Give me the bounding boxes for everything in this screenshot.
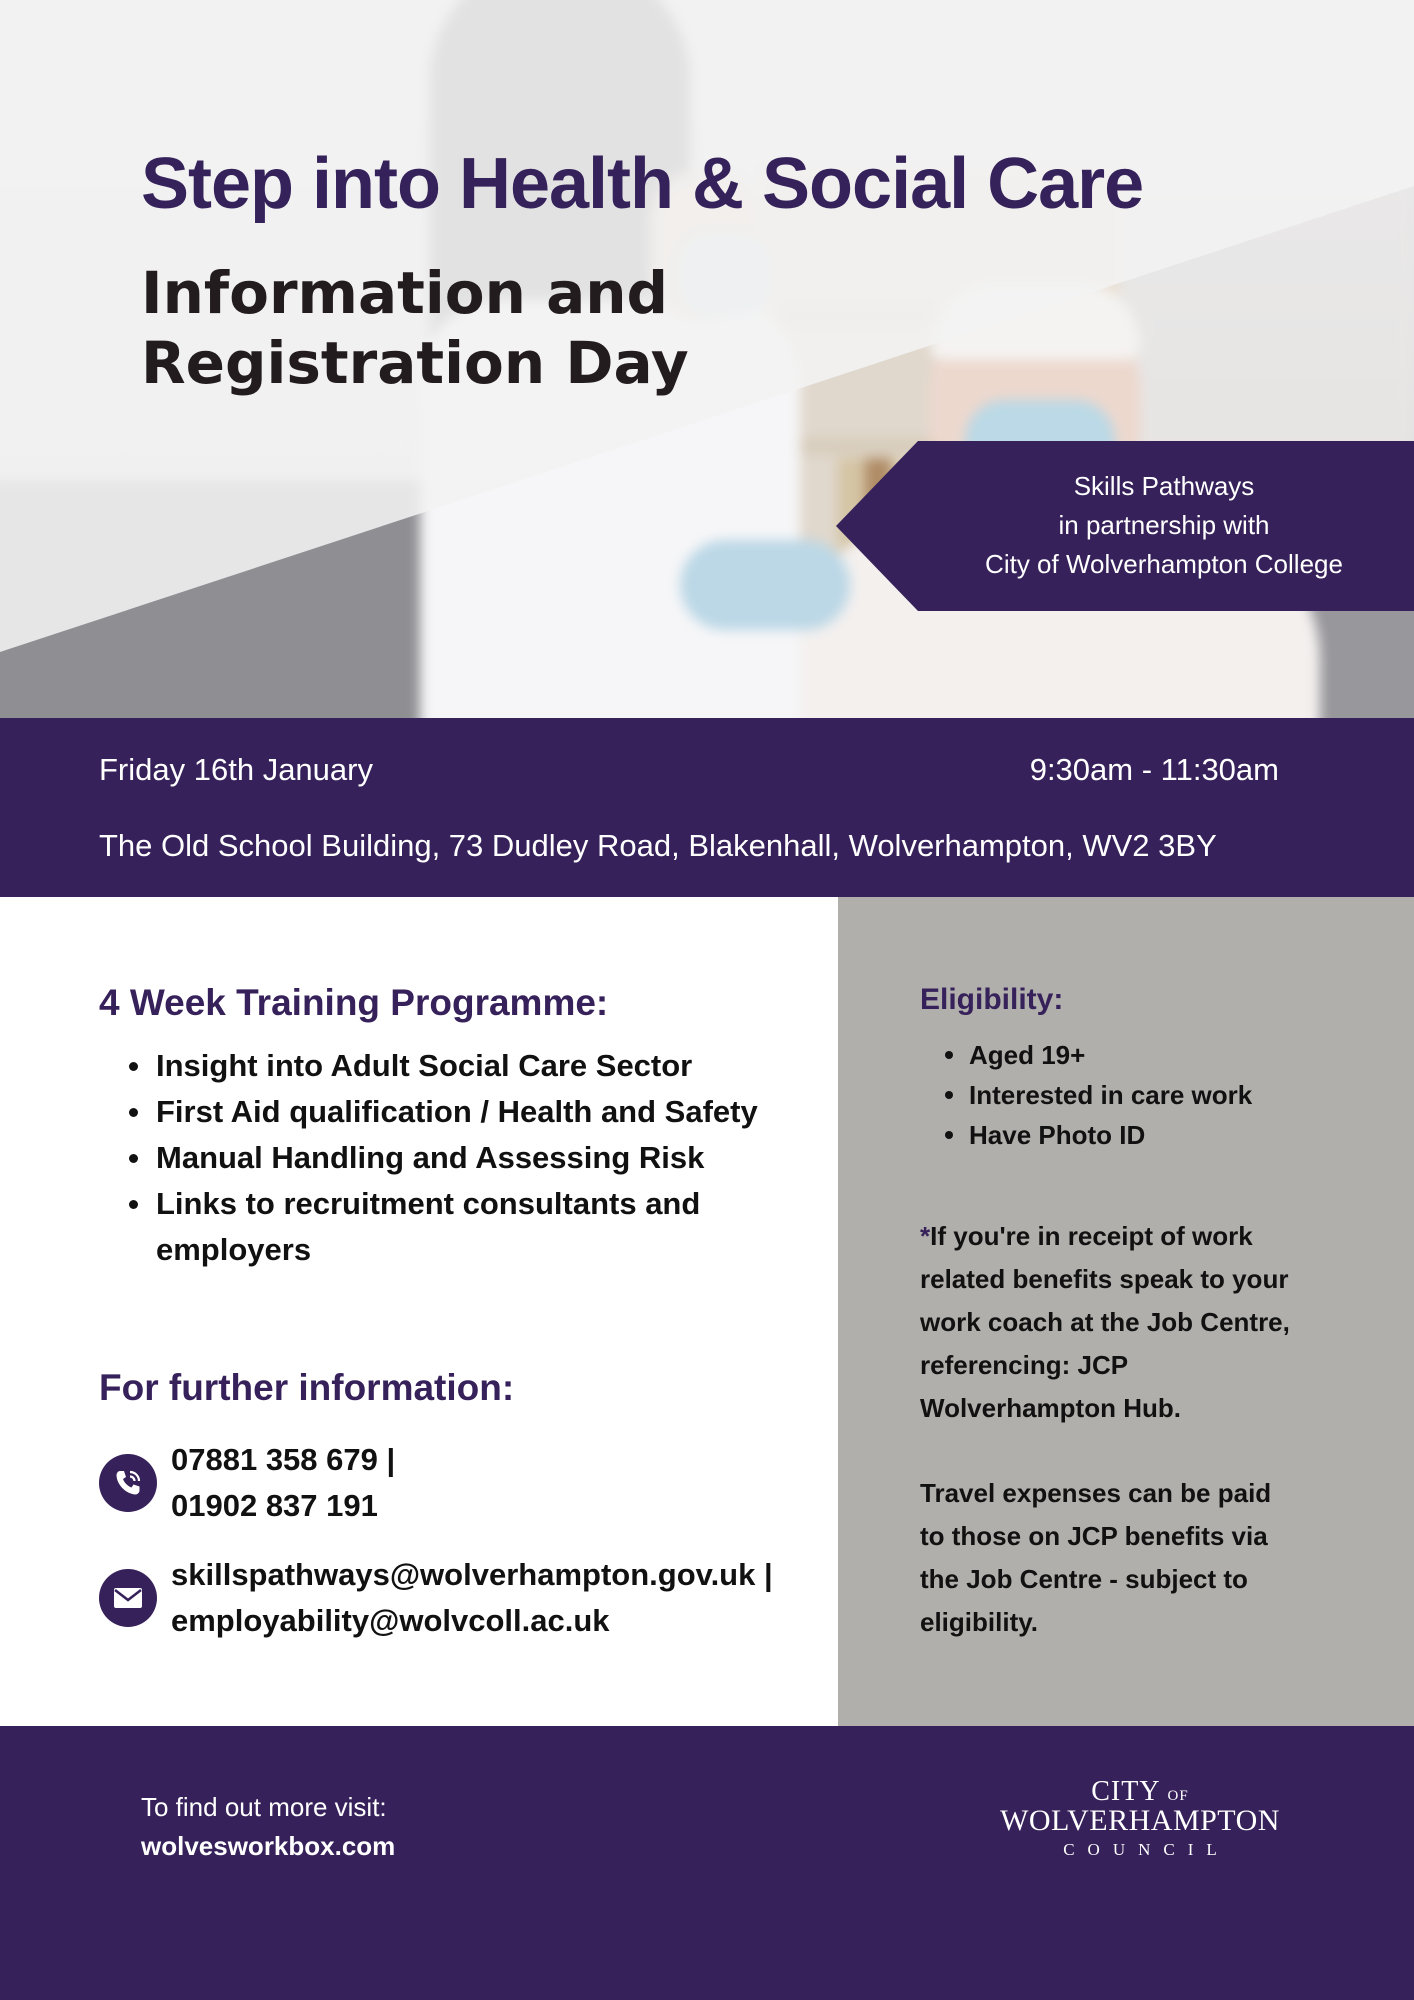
council-logo: CITY OF WOLVERHAMPTON COUNCIL <box>1000 1776 1280 1859</box>
partner-line: City of Wolverhampton College <box>985 549 1343 579</box>
event-date: Friday 16th January <box>99 752 373 787</box>
phone-number[interactable]: 01902 837 191 <box>171 1488 378 1523</box>
hero-section <box>0 0 1414 718</box>
partner-line: in partnership with <box>1058 510 1270 540</box>
footnote-marker: * <box>920 1221 931 1251</box>
programme-list <box>129 1043 809 1273</box>
event-address: The Old School Building, 73 Dudley Road, Blakenhall, Wolverhampton, WV2 3BY <box>99 828 1217 863</box>
list-item: Have Photo ID <box>945 1115 1252 1155</box>
partner-banner <box>836 441 1414 611</box>
eligibility-panel <box>838 897 1414 1726</box>
event-subtitle: Information and Registration Day <box>141 259 689 397</box>
page-title: Step into Health & Social Care <box>141 144 1144 224</box>
jcp-note: *If you're in receipt of work related benefits speak to your work coach at the Job Centre, referencing: JCP Wolverhampton Hub. <box>920 1221 1290 1423</box>
list-item: First Aid qualification / Health and Safety <box>129 1089 809 1135</box>
travel-note: Travel expenses can be paid to those on JCP benefits via the Job Centre - subject to eligibility. <box>920 1478 1272 1637</box>
email-address[interactable]: employability@wolvcoll.ac.uk <box>171 1603 610 1638</box>
contact-heading: For further information: <box>99 1367 515 1408</box>
list-item: Interested in care work <box>945 1075 1252 1115</box>
phone-icon <box>99 1454 157 1512</box>
partner-line: Skills Pathways <box>1073 471 1255 501</box>
list-item: Manual Handling and Assessing Risk <box>129 1135 809 1181</box>
email-address[interactable]: skillspathways@wolverhampton.gov.uk | <box>171 1557 773 1592</box>
website-link[interactable]: wolvesworkbox.com <box>141 1831 396 1861</box>
eligibility-list <box>945 1035 1252 1155</box>
footer-prompt: To find out more visit: <box>141 1792 387 1822</box>
footer <box>0 1726 1414 2000</box>
list-item: Aged 19+ <box>945 1035 1252 1075</box>
envelope-icon <box>99 1569 157 1627</box>
programme-heading: 4 Week Training Programme: <box>99 982 609 1023</box>
email-contact <box>99 1552 773 1644</box>
eligibility-heading: Eligibility: <box>920 983 1064 1016</box>
phone-contact <box>99 1437 395 1529</box>
event-details-bar <box>0 718 1414 897</box>
list-item: Insight into Adult Social Care Sector <box>129 1043 809 1089</box>
phone-number[interactable]: 07881 358 679 | <box>171 1442 396 1477</box>
event-time: 9:30am - 11:30am <box>1029 752 1279 787</box>
programme-section <box>0 897 838 1726</box>
list-item: Links to recruitment consultants and employers <box>129 1181 809 1273</box>
